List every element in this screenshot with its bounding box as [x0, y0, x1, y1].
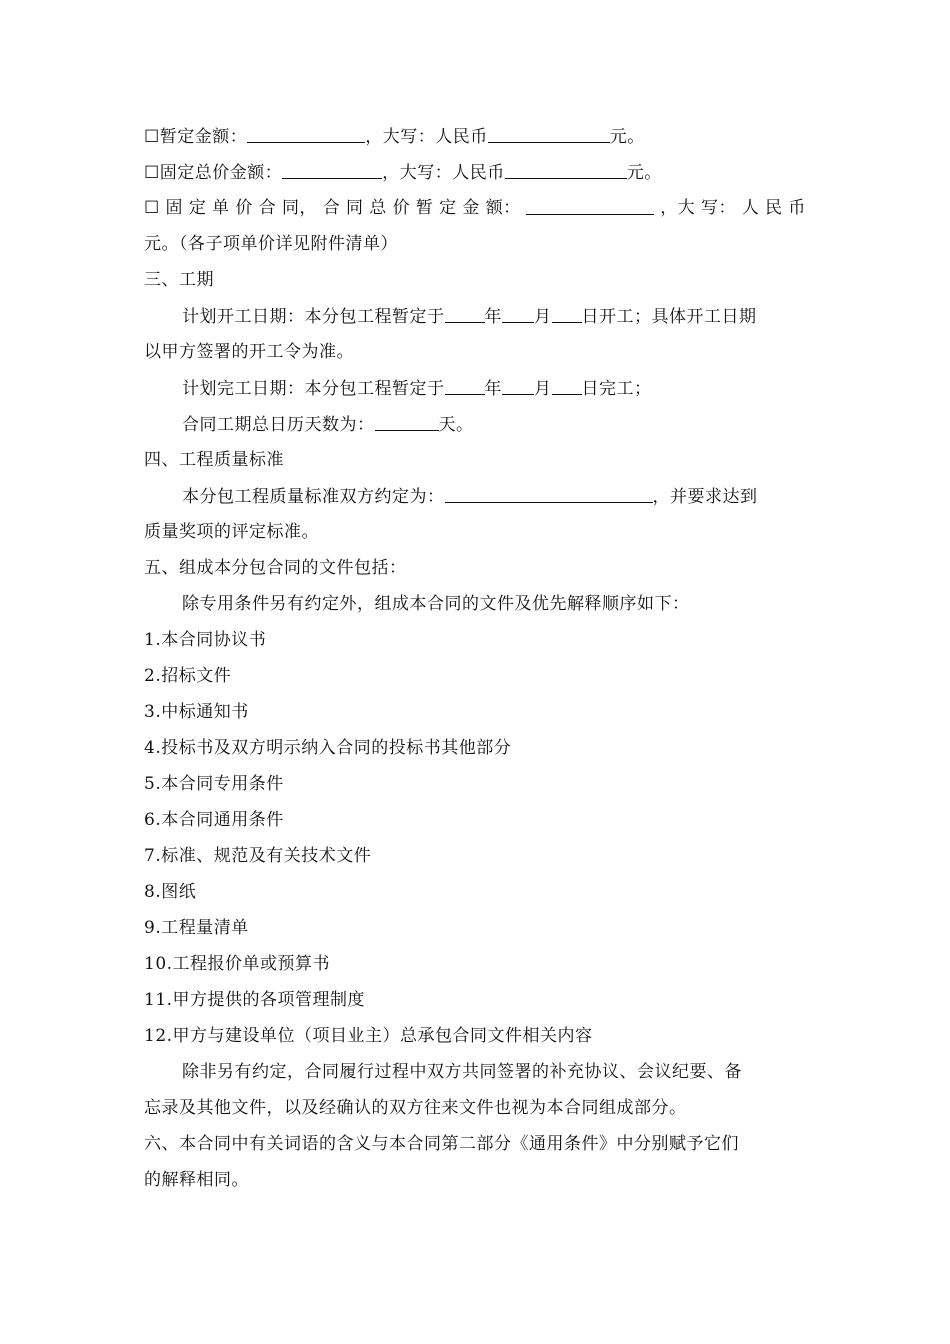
total-days-unit: 天。	[438, 415, 474, 435]
quality-standard-label: 本分包工程质量标准双方约定为：	[182, 487, 445, 507]
section-heading-schedule: 三、工期	[144, 270, 214, 290]
quality-standard-line	[144, 478, 806, 514]
list-item: 8.图纸	[144, 882, 197, 902]
unit-price-char: 合	[258, 198, 277, 218]
fixed-total-words-blank[interactable]	[505, 154, 627, 179]
start-month-blank[interactable]	[502, 298, 534, 323]
list-item: 1.本合同协议书	[144, 630, 267, 650]
list-item: 11.甲方提供的各项管理制度	[144, 990, 366, 1010]
list-item: 4.投标书及双方明示纳入合同的投标书其他部分	[144, 738, 512, 758]
list-item: 10.工程报价单或预算书	[144, 954, 331, 974]
fixed-total-blank[interactable]	[282, 154, 382, 179]
section-heading-quality: 四、工程质量标准	[144, 450, 284, 470]
unit-price-line	[144, 190, 806, 226]
unit-price-char: 价	[235, 198, 253, 218]
provisional-amount-words-blank[interactable]	[488, 118, 610, 143]
section-six-line2: 的解释相同。	[144, 1170, 249, 1190]
unit-price-amount-blank[interactable]	[526, 190, 654, 215]
list-item: 6.本合同通用条件	[144, 810, 284, 830]
unit-price-char: 民	[765, 198, 783, 218]
quality-standard-line2: 质量奖项的评定标准。	[144, 522, 319, 542]
provisional-amount-blank[interactable]	[247, 118, 365, 143]
finish-day-blank[interactable]	[552, 370, 582, 395]
documents-intro: 除专用条件另有约定外，组成本合同的文件及优先解释顺序如下：	[182, 594, 690, 614]
section-heading-documents: 五、组成本分包合同的文件包括：	[144, 558, 407, 578]
checkbox-icon[interactable]: ☐	[144, 198, 160, 218]
unit-price-char: 金	[462, 198, 480, 218]
quality-standard-blank[interactable]	[445, 478, 653, 503]
unit-price-char: 定	[439, 198, 457, 218]
fixed-total-label: 固定总价金额：	[159, 163, 283, 183]
unit-price-char: 合	[322, 198, 341, 218]
list-item: 12.甲方与建设单位（项目业主）总承包合同文件相关内容	[144, 1026, 593, 1046]
fixed-total-line	[144, 154, 806, 190]
unit-price-line2: 元。（各子项单价详见附件清单）	[144, 234, 398, 254]
quality-standard-tail: ，并要求达到	[652, 487, 758, 507]
checkbox-icon[interactable]: ☐	[144, 163, 160, 183]
total-days-line	[144, 406, 806, 442]
provisional-amount-line	[144, 118, 806, 154]
planned-finish-label: 计划完工日期：本分包工程暂定于	[182, 379, 445, 399]
fixed-total-separator: ，大写：人民币	[382, 163, 505, 183]
unit-price-char: ，大	[660, 198, 696, 218]
list-item: 5.本合同专用条件	[144, 774, 284, 794]
finish-year-blank[interactable]	[445, 370, 485, 395]
unit-price-char: 价	[392, 198, 411, 218]
unit-price-char: 同	[346, 198, 364, 218]
year-label: 年	[484, 307, 502, 327]
month-label: 月	[534, 379, 552, 399]
provisional-amount-label: 暂定金额：	[159, 127, 248, 147]
start-day-blank[interactable]	[552, 298, 582, 323]
unit-price-char: 人	[741, 198, 760, 218]
fixed-total-unit: 元。	[626, 163, 662, 183]
planned-start-tail: 日开工；具体开工日期	[581, 307, 757, 327]
document-list	[144, 622, 806, 1054]
unit-price-char: 暂	[415, 198, 434, 218]
documents-closing-line1: 除非另有约定，合同履行过程中双方共同签署的补充协议、会议纪要、备	[182, 1062, 742, 1082]
checkbox-icon[interactable]: ☐	[144, 127, 160, 147]
list-item: 7.标准、规范及有关技术文件	[144, 846, 372, 866]
documents-closing-line2: 忘录及其他文件，以及经确认的双方往来文件也视为本合同组成部分。	[144, 1098, 687, 1118]
provisional-amount-separator: ，大写：人民币	[365, 127, 488, 147]
unit-price-char: 同，	[281, 198, 317, 218]
list-item: 3.中标通知书	[144, 702, 249, 722]
planned-finish-tail: 日完工；	[581, 379, 652, 399]
unit-price-char: 定	[188, 198, 207, 218]
list-item: 9.工程量清单	[144, 918, 249, 938]
unit-price-char: 额：	[485, 198, 521, 218]
total-days-label: 合同工期总日历天数为：	[182, 415, 375, 435]
unit-price-char: 总	[369, 198, 387, 218]
planned-start-line	[144, 298, 806, 334]
provisional-amount-unit: 元。	[609, 127, 645, 147]
planned-start-line2: 以甲方签署的开工令为准。	[144, 342, 354, 362]
unit-price-char: 写：	[701, 198, 737, 218]
month-label: 月	[534, 307, 552, 327]
unit-price-char: 单	[212, 198, 230, 218]
finish-month-blank[interactable]	[502, 370, 534, 395]
year-label: 年	[484, 379, 502, 399]
start-year-blank[interactable]	[445, 298, 485, 323]
unit-price-char: 币	[788, 198, 806, 218]
list-item: 2.招标文件	[144, 666, 232, 686]
contract-page	[144, 118, 806, 1198]
planned-finish-line	[144, 370, 806, 406]
total-days-blank[interactable]	[375, 406, 439, 431]
planned-start-label: 计划开工日期：本分包工程暂定于	[182, 307, 445, 327]
unit-price-char: 固	[165, 198, 184, 218]
section-six-line1: 六、本合同中有关词语的含义与本合同第二部分《通用条件》中分别赋予它们	[144, 1134, 739, 1154]
